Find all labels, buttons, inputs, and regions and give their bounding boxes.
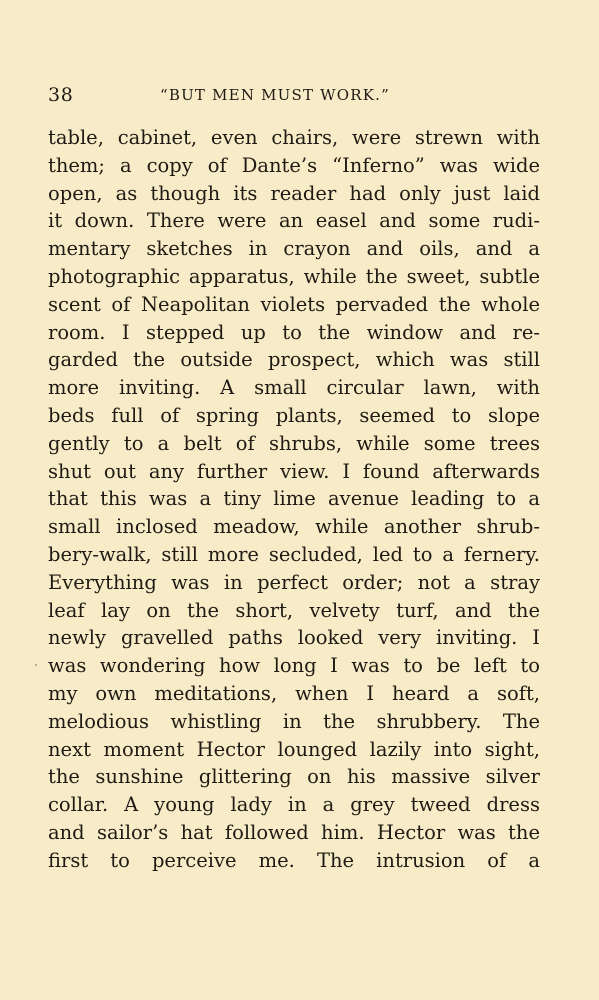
text-line: first to perceive me. The intrusion of a <box>48 848 540 872</box>
text-line: and sailor’s hat followed him. Hector was the <box>48 820 540 844</box>
text-line: them; a copy of Dante’s “Inferno” was wide <box>48 153 540 177</box>
text-line: table, cabinet, even chairs, were strewn with <box>48 126 540 149</box>
text-line: beds full of spring plants, seemed to slope <box>48 403 540 427</box>
page-number: 38 <box>48 84 74 106</box>
text-line: collar. A young lady in a grey tweed dress <box>48 793 540 817</box>
text-line: was wondering how long I was to be left to <box>48 654 540 678</box>
text-line: melodious whistling in the shrubbery. The <box>48 709 540 733</box>
text-line: scent of Neapolitan violets pervaded the whole <box>48 292 540 316</box>
text-line: small inclosed meadow, while another shrub- <box>48 515 540 539</box>
text-line: garded the outside prospect, which was still <box>48 348 540 372</box>
text-line: my own meditations, when I heard a soft, <box>48 681 540 705</box>
text-line: it down. There were an easel and some rudi- <box>48 209 540 233</box>
text-line: shut out any further view. I found afterwards <box>48 459 540 483</box>
text-line: gently to a belt of shrubs, while some trees <box>48 431 540 455</box>
text-line: more inviting. A small circular lawn, with <box>48 376 540 400</box>
text-line: that this was a tiny lime avenue leading to a <box>48 487 540 511</box>
text-line: photographic apparatus, while the sweet, subtle <box>48 264 540 288</box>
text-line: Everything was in perfect order; not a stray <box>48 570 540 594</box>
text-line: newly gravelled paths looked very inviting. I <box>48 626 540 650</box>
text-line: bery-walk, still more secluded, led to a fernery. <box>48 542 540 566</box>
text-line: the sunshine glittering on his massive silver <box>48 765 540 789</box>
text-line: mentary sketches in crayon and oils, and a <box>48 237 540 261</box>
body-text <box>48 124 540 875</box>
paper-speck <box>35 664 37 666</box>
text-line: room. I stepped up to the window and re- <box>48 320 540 344</box>
running-head <box>48 80 540 110</box>
text-line: open, as though its reader had only just laid <box>48 181 540 205</box>
text-line: leaf lay on the short, velvety turf, and the <box>48 598 540 622</box>
running-title: “BUT MEN MUST WORK.” <box>160 86 391 104</box>
text-line: next moment Hector lounged lazily into sight, <box>48 737 540 761</box>
